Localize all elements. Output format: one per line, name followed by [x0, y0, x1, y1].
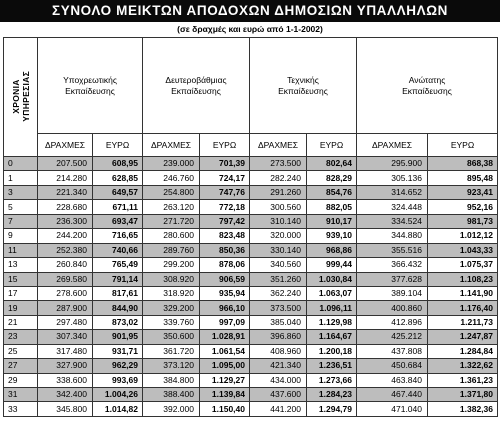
drachmes-cell: 327.900 — [38, 359, 93, 373]
euro-cell: 895,48 — [428, 171, 498, 185]
drachmes-cell: 338.600 — [38, 373, 93, 387]
drachmes-cell: 252.380 — [38, 243, 93, 257]
drachmes-cell: 273.500 — [250, 157, 307, 171]
euro-cell: 1.164,67 — [307, 330, 357, 344]
years-cell: 13 — [4, 258, 38, 272]
years-header-line1: ΧΡΟΝΙΑ — [10, 78, 21, 114]
group-header-secondary — [143, 38, 250, 134]
drachmes-cell: 434.000 — [250, 373, 307, 387]
drachmes-cell: 377.628 — [357, 272, 428, 286]
drachmes-cell: 329.200 — [143, 301, 200, 315]
group-header-line1: Τεχνικής — [287, 74, 319, 85]
drachmes-cell: 214.280 — [38, 171, 93, 185]
euro-cell: 765,49 — [93, 258, 143, 272]
unit-header-euro: ΕΥΡΩ — [307, 134, 357, 157]
drachmes-cell: 244.200 — [38, 229, 93, 243]
group-header-line2: Εκπαίδευσης — [402, 85, 452, 96]
years-cell: 9 — [4, 229, 38, 243]
euro-cell: 939,10 — [307, 229, 357, 243]
years-cell: 31 — [4, 388, 38, 402]
years-cell: 19 — [4, 301, 38, 315]
drachmes-cell: 280.600 — [143, 229, 200, 243]
years-cell: 33 — [4, 402, 38, 416]
euro-cell: 999,44 — [307, 258, 357, 272]
euro-cell: 747,76 — [200, 185, 250, 199]
table-row — [4, 200, 498, 214]
table-row — [4, 330, 498, 344]
drachmes-cell: 345.800 — [38, 402, 93, 416]
drachmes-cell: 239.000 — [143, 157, 200, 171]
years-cell: 11 — [4, 243, 38, 257]
drachmes-cell: 291.260 — [250, 185, 307, 199]
drachmes-cell: 317.480 — [38, 344, 93, 358]
table-row — [4, 157, 498, 171]
euro-cell: 901,95 — [93, 330, 143, 344]
euro-cell: 868,38 — [428, 157, 498, 171]
drachmes-cell: 254.800 — [143, 185, 200, 199]
euro-cell: 1.129,27 — [200, 373, 250, 387]
euro-cell: 716,65 — [93, 229, 143, 243]
euro-cell: 1.075,37 — [428, 258, 498, 272]
drachmes-cell: 324.448 — [357, 200, 428, 214]
euro-cell: 931,71 — [93, 344, 143, 358]
euro-cell: 649,57 — [93, 185, 143, 199]
euro-cell: 923,41 — [428, 185, 498, 199]
years-cell: 29 — [4, 373, 38, 387]
years-cell: 5 — [4, 200, 38, 214]
euro-cell: 828,29 — [307, 171, 357, 185]
euro-cell: 1.382,36 — [428, 402, 498, 416]
unit-header-euro: ΕΥΡΩ — [200, 134, 250, 157]
salary-table — [3, 37, 498, 417]
table-subtitle: (σε δραχμές και ευρώ από 1-1-2002) — [177, 24, 323, 34]
drachmes-cell: 307.340 — [38, 330, 93, 344]
euro-cell: 1.028,91 — [200, 330, 250, 344]
euro-cell: 817,61 — [93, 286, 143, 300]
group-header-line1: Υποχρεωτικής — [63, 74, 117, 85]
drachmes-cell: 297.480 — [38, 315, 93, 329]
euro-cell: 1.371,80 — [428, 388, 498, 402]
group-header-line1: Ανώτατης — [408, 74, 446, 85]
drachmes-cell: 314.652 — [357, 185, 428, 199]
drachmes-cell: 421.340 — [250, 359, 307, 373]
years-header — [4, 38, 38, 157]
drachmes-cell: 221.340 — [38, 185, 93, 199]
drachmes-cell: 246.760 — [143, 171, 200, 185]
drachmes-cell: 384.800 — [143, 373, 200, 387]
drachmes-cell: 260.840 — [38, 258, 93, 272]
years-cell: 7 — [4, 214, 38, 228]
drachmes-cell: 342.400 — [38, 388, 93, 402]
euro-cell: 966,10 — [200, 301, 250, 315]
drachmes-cell: 318.920 — [143, 286, 200, 300]
table-row — [4, 243, 498, 257]
drachmes-cell: 355.516 — [357, 243, 428, 257]
table-row — [4, 373, 498, 387]
unit-header-euro: ΕΥΡΩ — [428, 134, 498, 157]
drachmes-cell: 228.680 — [38, 200, 93, 214]
table-row — [4, 315, 498, 329]
drachmes-cell: 305.136 — [357, 171, 428, 185]
years-cell: 23 — [4, 330, 38, 344]
drachmes-cell: 437.600 — [250, 388, 307, 402]
drachmes-cell: 320.000 — [250, 229, 307, 243]
years-header-line2: ΥΠΗΡΕΣΙΑΣ — [20, 70, 31, 122]
group-header-higher — [357, 38, 498, 134]
euro-cell: 1.108,23 — [428, 272, 498, 286]
drachmes-cell: 471.040 — [357, 402, 428, 416]
euro-cell: 962,29 — [93, 359, 143, 373]
drachmes-cell: 340.560 — [250, 258, 307, 272]
group-header-line2: Εκπαίδευσης — [171, 85, 221, 96]
drachmes-cell: 366.432 — [357, 258, 428, 272]
euro-cell: 1.043,33 — [428, 243, 498, 257]
euro-cell: 993,69 — [93, 373, 143, 387]
euro-cell: 772,18 — [200, 200, 250, 214]
years-cell: 27 — [4, 359, 38, 373]
unit-header-euro: ΕΥΡΩ — [93, 134, 143, 157]
table-row — [4, 171, 498, 185]
group-header-technical — [250, 38, 357, 134]
euro-cell: 844,90 — [93, 301, 143, 315]
drachmes-cell: 373.500 — [250, 301, 307, 315]
euro-cell: 1.141,90 — [428, 286, 498, 300]
euro-cell: 1.150,40 — [200, 402, 250, 416]
euro-cell: 906,59 — [200, 272, 250, 286]
euro-cell: 1.322,62 — [428, 359, 498, 373]
euro-cell: 1.129,98 — [307, 315, 357, 329]
unit-header-drachmes: ΔΡΑΧΜΕΣ — [357, 134, 428, 157]
euro-cell: 935,94 — [200, 286, 250, 300]
drachmes-cell: 467.440 — [357, 388, 428, 402]
euro-cell: 1.200,18 — [307, 344, 357, 358]
drachmes-cell: 263.120 — [143, 200, 200, 214]
drachmes-cell: 362.240 — [250, 286, 307, 300]
table-row — [4, 272, 498, 286]
euro-cell: 1.004,26 — [93, 388, 143, 402]
drachmes-cell: 339.760 — [143, 315, 200, 329]
table-row — [4, 214, 498, 228]
drachmes-cell: 300.560 — [250, 200, 307, 214]
euro-cell: 1.247,87 — [428, 330, 498, 344]
table-row — [4, 359, 498, 373]
euro-cell: 1.211,73 — [428, 315, 498, 329]
drachmes-cell: 361.720 — [143, 344, 200, 358]
drachmes-cell: 278.600 — [38, 286, 93, 300]
euro-cell: 1.361,23 — [428, 373, 498, 387]
euro-cell: 701,39 — [200, 157, 250, 171]
years-cell: 25 — [4, 344, 38, 358]
drachmes-cell: 271.720 — [143, 214, 200, 228]
drachmes-cell: 282.240 — [250, 171, 307, 185]
euro-cell: 608,95 — [93, 157, 143, 171]
drachmes-cell: 310.140 — [250, 214, 307, 228]
drachmes-cell: 299.200 — [143, 258, 200, 272]
drachmes-cell: 207.500 — [38, 157, 93, 171]
years-cell: 17 — [4, 286, 38, 300]
euro-cell: 1.096,11 — [307, 301, 357, 315]
drachmes-cell: 330.140 — [250, 243, 307, 257]
euro-cell: 823,48 — [200, 229, 250, 243]
years-cell: 0 — [4, 157, 38, 171]
euro-cell: 910,17 — [307, 214, 357, 228]
euro-cell: 1.139,84 — [200, 388, 250, 402]
drachmes-cell: 289.760 — [143, 243, 200, 257]
unit-header-drachmes: ΔΡΑΧΜΕΣ — [143, 134, 200, 157]
euro-cell: 882,05 — [307, 200, 357, 214]
euro-cell: 1.030,84 — [307, 272, 357, 286]
drachmes-cell: 308.920 — [143, 272, 200, 286]
drachmes-cell: 400.860 — [357, 301, 428, 315]
euro-cell: 740,66 — [93, 243, 143, 257]
euro-cell: 997,09 — [200, 315, 250, 329]
years-header-text — [11, 71, 31, 122]
drachmes-cell: 350.600 — [143, 330, 200, 344]
table-row — [4, 388, 498, 402]
euro-cell: 854,76 — [307, 185, 357, 199]
euro-cell: 1.063,07 — [307, 286, 357, 300]
drachmes-cell: 236.300 — [38, 214, 93, 228]
years-cell: 3 — [4, 185, 38, 199]
drachmes-cell: 463.840 — [357, 373, 428, 387]
table-row — [4, 286, 498, 300]
euro-cell: 1.176,40 — [428, 301, 498, 315]
table-row — [4, 344, 498, 358]
drachmes-cell: 392.000 — [143, 402, 200, 416]
drachmes-cell: 408.960 — [250, 344, 307, 358]
table-row — [4, 229, 498, 243]
euro-cell: 850,36 — [200, 243, 250, 257]
drachmes-cell: 450.684 — [357, 359, 428, 373]
group-header-line2: Εκπαίδευσης — [65, 85, 115, 96]
euro-cell: 1.284,84 — [428, 344, 498, 358]
drachmes-cell: 295.900 — [357, 157, 428, 171]
drachmes-cell: 351.260 — [250, 272, 307, 286]
drachmes-cell: 334.524 — [357, 214, 428, 228]
euro-cell: 693,47 — [93, 214, 143, 228]
table-row — [4, 301, 498, 315]
euro-cell: 1.273,66 — [307, 373, 357, 387]
drachmes-cell: 396.860 — [250, 330, 307, 344]
euro-cell: 1.061,54 — [200, 344, 250, 358]
group-header-line2: Εκπαίδευσης — [278, 85, 328, 96]
drachmes-cell: 425.212 — [357, 330, 428, 344]
table-row — [4, 185, 498, 199]
drachmes-cell: 437.808 — [357, 344, 428, 358]
years-cell: 15 — [4, 272, 38, 286]
drachmes-cell: 389.104 — [357, 286, 428, 300]
euro-cell: 1.095,00 — [200, 359, 250, 373]
table-row — [4, 402, 498, 416]
euro-cell: 724,17 — [200, 171, 250, 185]
euro-cell: 981,73 — [428, 214, 498, 228]
euro-cell: 802,64 — [307, 157, 357, 171]
unit-header-drachmes: ΔΡΑΧΜΕΣ — [38, 134, 93, 157]
euro-cell: 797,42 — [200, 214, 250, 228]
years-cell: 1 — [4, 171, 38, 185]
unit-header-drachmes: ΔΡΑΧΜΕΣ — [250, 134, 307, 157]
drachmes-cell: 385.040 — [250, 315, 307, 329]
group-header-line1: Δευτεροβάθμιας — [165, 74, 227, 85]
drachmes-cell: 388.400 — [143, 388, 200, 402]
euro-cell: 671,11 — [93, 200, 143, 214]
table-title: ΣΥΝΟΛΟ ΜΕΙΚΤΩΝ ΑΠΟΔΟΧΩΝ ΔΗΜΟΣΙΩΝ ΥΠΑΛΛΗΛΩΝ — [0, 0, 500, 22]
euro-cell: 1.012,12 — [428, 229, 498, 243]
euro-cell: 878,06 — [200, 258, 250, 272]
euro-cell: 1.236,51 — [307, 359, 357, 373]
euro-cell: 628,85 — [93, 171, 143, 185]
euro-cell: 791,14 — [93, 272, 143, 286]
table-row — [4, 258, 498, 272]
group-header-compulsory — [38, 38, 143, 134]
euro-cell: 1.284,23 — [307, 388, 357, 402]
euro-cell: 968,86 — [307, 243, 357, 257]
table-body — [4, 157, 498, 417]
drachmes-cell: 269.580 — [38, 272, 93, 286]
drachmes-cell: 412.896 — [357, 315, 428, 329]
drachmes-cell: 373.120 — [143, 359, 200, 373]
drachmes-cell: 441.200 — [250, 402, 307, 416]
years-cell: 21 — [4, 315, 38, 329]
drachmes-cell: 287.900 — [38, 301, 93, 315]
euro-cell: 952,16 — [428, 200, 498, 214]
euro-cell: 1.294,79 — [307, 402, 357, 416]
euro-cell: 873,02 — [93, 315, 143, 329]
drachmes-cell: 344.880 — [357, 229, 428, 243]
euro-cell: 1.014,82 — [93, 402, 143, 416]
